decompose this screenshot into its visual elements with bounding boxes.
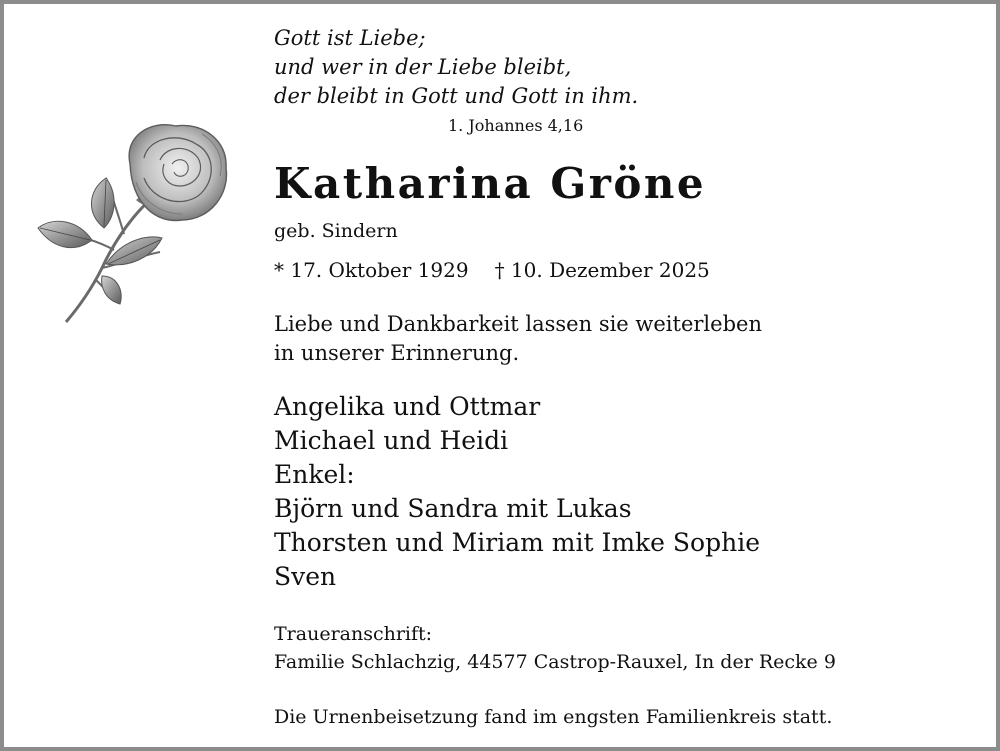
mourner-entry: Sven — [274, 562, 337, 591]
death-date: † 10. Dezember 2025 — [494, 258, 710, 282]
verse-reference: 1. Johannes 4,16 — [448, 116, 584, 135]
mourner-entry: Björn und Sandra mit Lukas — [274, 494, 632, 523]
mourner-entry: Thorsten und Miriam mit Imke Sophie — [274, 528, 760, 557]
closing-note: Die Urnenbeisetzung fand im engsten Familienkreis statt. — [274, 706, 833, 728]
address-value: Familie Schlachzig, 44577 Castrop-Rauxel, In der Recke 9 — [274, 651, 836, 673]
rose-icon — [32, 116, 242, 328]
mourners-list — [274, 390, 760, 594]
birth-name: geb. Sindern — [274, 220, 398, 242]
tribute-line: Liebe und Dankbarkeit lassen sie weiterleben — [274, 312, 762, 336]
verse-line: und wer in der Liebe bleibt, — [274, 55, 572, 79]
mourner-entry: Michael und Heidi — [274, 426, 509, 455]
bible-verse — [274, 24, 638, 111]
deceased-name: Katharina Gröne — [274, 159, 707, 208]
mourner-entry: Angelika und Ottmar — [274, 392, 541, 421]
address-label: Traueranschrift: — [274, 623, 433, 645]
mourning-address — [274, 620, 836, 676]
tribute-line: in unserer Erinnerung. — [274, 341, 520, 365]
verse-line: Gott ist Liebe; — [274, 26, 426, 50]
tribute-text — [274, 310, 762, 368]
verse-line: der bleibt in Gott und Gott in ihm. — [274, 84, 639, 108]
mourner-entry: Enkel: — [274, 460, 355, 489]
life-dates — [274, 258, 710, 282]
birth-date: * 17. Oktober 1929 — [274, 258, 469, 282]
